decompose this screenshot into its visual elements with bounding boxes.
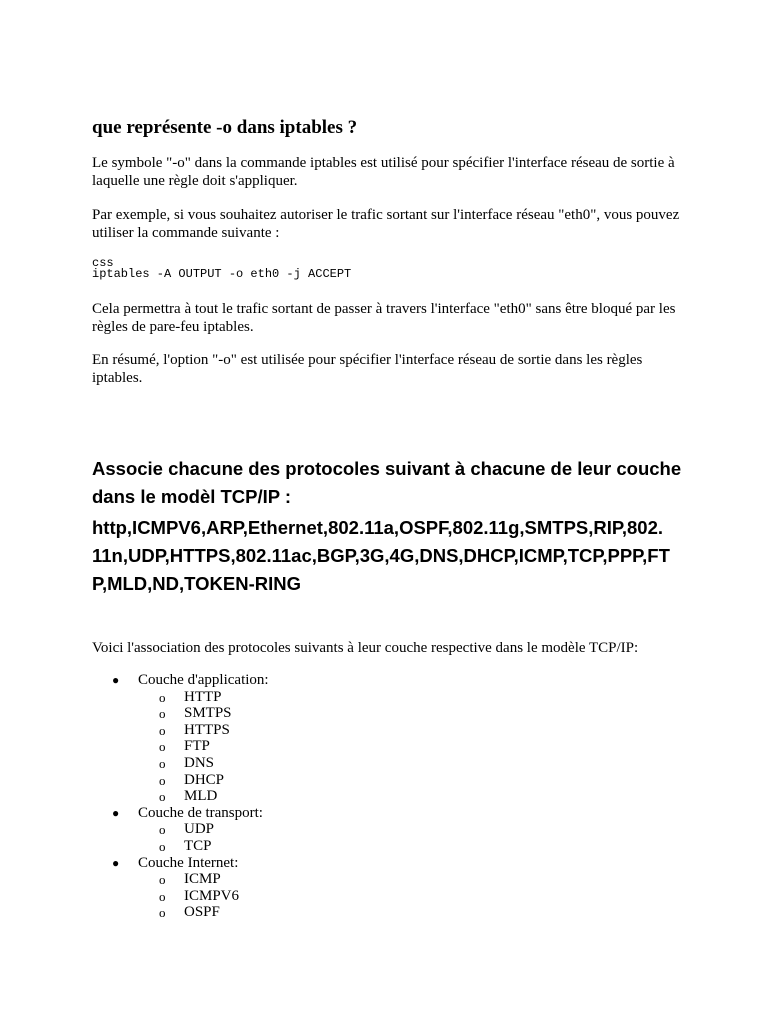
- protocol-item: [92, 705, 269, 722]
- page-title: que représente -o dans iptables ?: [92, 117, 358, 138]
- protocol-item: [92, 788, 269, 805]
- intro-paragraph: Voici l'association des protocoles suivants à leur couche respective dans le modèle TCP/IP:: [92, 640, 639, 656]
- bullet-icon: ●: [112, 673, 120, 687]
- layer-item: [92, 672, 269, 805]
- bullet-icon: ●: [112, 855, 120, 870]
- protocol-name: HTTPS: [184, 721, 230, 738]
- layer-list: [92, 672, 269, 921]
- protocol-name: HTTP: [184, 688, 222, 705]
- circle-bullet-icon: o: [159, 822, 166, 838]
- protocol-name: FTP: [184, 738, 210, 755]
- layer-item: [92, 855, 269, 921]
- protocol-list: [92, 871, 269, 921]
- protocol-name: ICMP: [184, 871, 221, 888]
- protocol-item: [92, 888, 269, 905]
- question-heading: Associe chacune des protocoles suivant à chacune de leur couche dans le modèl TCP/IP :: [92, 458, 682, 507]
- protocol-name: DHCP: [184, 771, 225, 788]
- protocol-name: ICMPV6: [184, 887, 240, 904]
- circle-bullet-icon: o: [159, 888, 166, 904]
- protocol-name: DNS: [184, 754, 215, 771]
- protocol-list: [92, 821, 269, 854]
- protocol-item: [92, 871, 269, 888]
- paragraph-2: Par exemple, si vous souhaitez autoriser le trafic sortant sur l'interface réseau "eth0", vous pouvez utiliser la commande suivante :: [92, 207, 680, 241]
- protocol-name: OSPF: [184, 904, 220, 921]
- circle-bullet-icon: o: [159, 905, 166, 921]
- circle-bullet-icon: o: [159, 722, 166, 738]
- circle-bullet-icon: o: [159, 689, 166, 705]
- protocol-item: [92, 838, 269, 855]
- paragraph-3: Cela permettra à tout le trafic sortant de passer à travers l'interface "eth0" sans être bloqué par les règles de pare-feu iptables.: [92, 301, 676, 335]
- circle-bullet-icon: o: [159, 872, 166, 888]
- protocol-item: [92, 738, 269, 755]
- protocol-name: SMTPS: [184, 705, 232, 722]
- protocol-item: [92, 722, 269, 739]
- circle-bullet-icon: o: [159, 739, 166, 755]
- circle-bullet-icon: o: [159, 772, 166, 788]
- protocol-name: MLD: [184, 788, 218, 805]
- protocol-name: UDP: [184, 821, 215, 838]
- protocol-list: [92, 689, 269, 805]
- protocol-item: [92, 772, 269, 789]
- circle-bullet-icon: o: [159, 789, 166, 805]
- paragraph-4: En résumé, l'option "-o" est utilisée pour spécifier l'interface réseau de sortie dans les règles iptables.: [92, 352, 643, 386]
- circle-bullet-icon: o: [159, 706, 166, 722]
- circle-bullet-icon: o: [159, 755, 166, 771]
- layer-name: Couche de transport:: [138, 804, 263, 821]
- paragraph-1: Le symbole "-o" dans la commande iptables est utilisé pour spécifier l'interface réseau de sortie à laquelle une règle doit s'appliquer.: [92, 155, 675, 189]
- protocol-item: [92, 904, 269, 921]
- protocol-name: TCP: [184, 837, 212, 854]
- protocols-heading: http,ICMPV6,ARP,Ethernet,802.11a,OSPF,802.11g,SMTPS,RIP,802.11n,UDP,HTTPS,802.11ac,BGP,3G,4G,DNS,DHCP,ICMP,TCP,PPP,FTP,MLD,ND,TOKEN-RING: [92, 517, 670, 594]
- protocol-item: [92, 755, 269, 772]
- circle-bullet-icon: o: [159, 838, 166, 854]
- protocol-item: [92, 821, 269, 838]
- code-language-label: css: [92, 256, 114, 270]
- layer-item: [92, 805, 269, 855]
- protocol-item: [92, 689, 269, 706]
- bullet-icon: ●: [112, 805, 120, 820]
- layer-name: Couche Internet:: [138, 854, 239, 871]
- code-command: iptables -A OUTPUT -o eth0 -j ACCEPT: [92, 267, 352, 281]
- layer-name: Couche d'application:: [138, 672, 269, 688]
